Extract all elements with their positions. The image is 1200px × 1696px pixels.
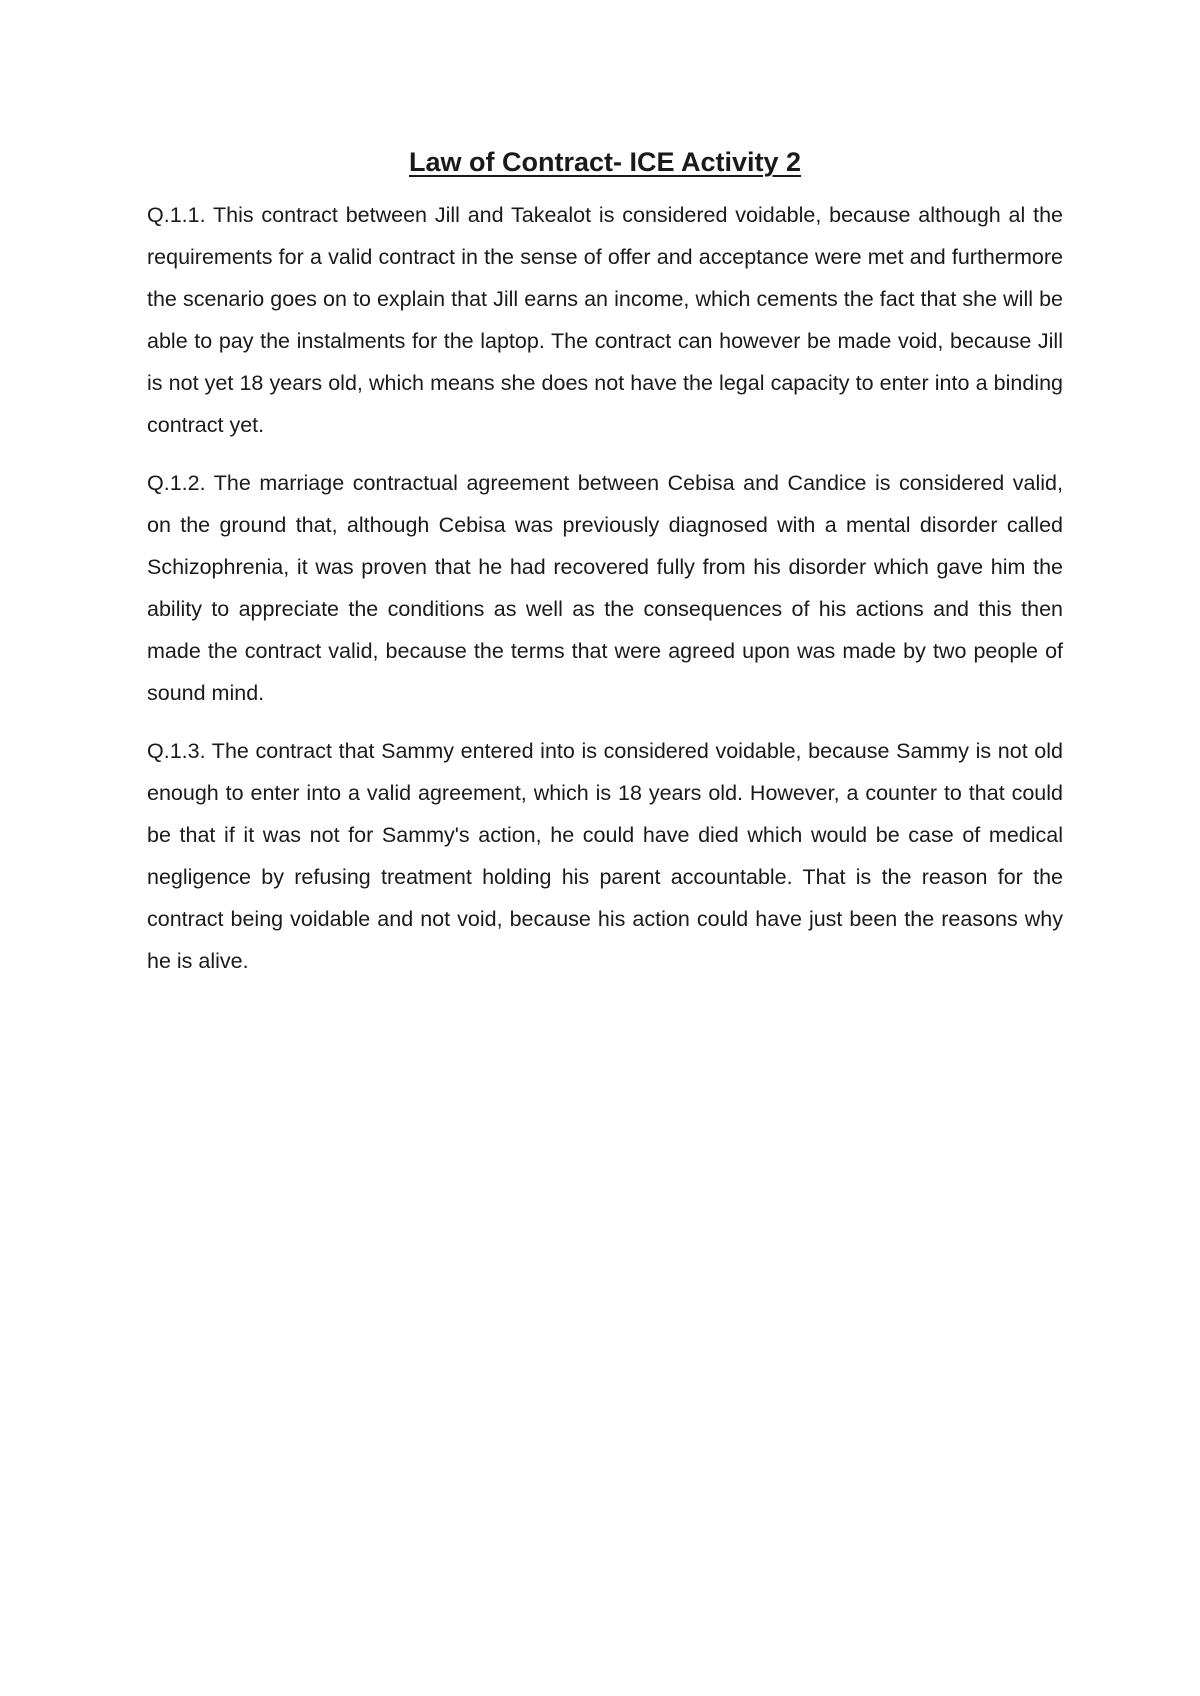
document-body (147, 140, 1063, 998)
answer-paragraph-q1-1: Q.1.1. This contract between Jill and Takealot is considered voidable, because although al the requirements for a valid contract in the sense of offer and acceptance were met and furthermore the scenario goes on to explain that Jill earns an income, which cements the fact that she will be able to pay the instalments for the laptop. The contract can however be made void, because Jill is not yet 18 years old, which means she does not have the legal capacity to enter into a binding contract yet. (147, 203, 1063, 437)
answer-paragraph-q1-2: Q.1.2. The marriage contractual agreement between Cebisa and Candice is considered valid, on the ground that, although Cebisa was previously diagnosed with a mental disorder called Schizophrenia, it was proven that he had recovered fully from his disorder which gave him the ability to appreciate the conditions as well as the consequences of his actions and this then made the contract valid, because the terms that were agreed upon was made by two people of sound mind. (147, 471, 1063, 705)
document-title: Law of Contract- ICE Activity 2 (408, 147, 802, 177)
answer-paragraph-q1-3: Q.1.3. The contract that Sammy entered into is considered voidable, because Sammy is not old enough to enter into a valid agreement, which is 18 years old. However, a counter to that could be that if it was not for Sammy's action, he could have died which would be case of medical negligence by refusing treatment holding his parent accountable. That is the reason for the contract being voidable and not void, because his action could have just been the reasons why he is alive. (147, 739, 1063, 973)
